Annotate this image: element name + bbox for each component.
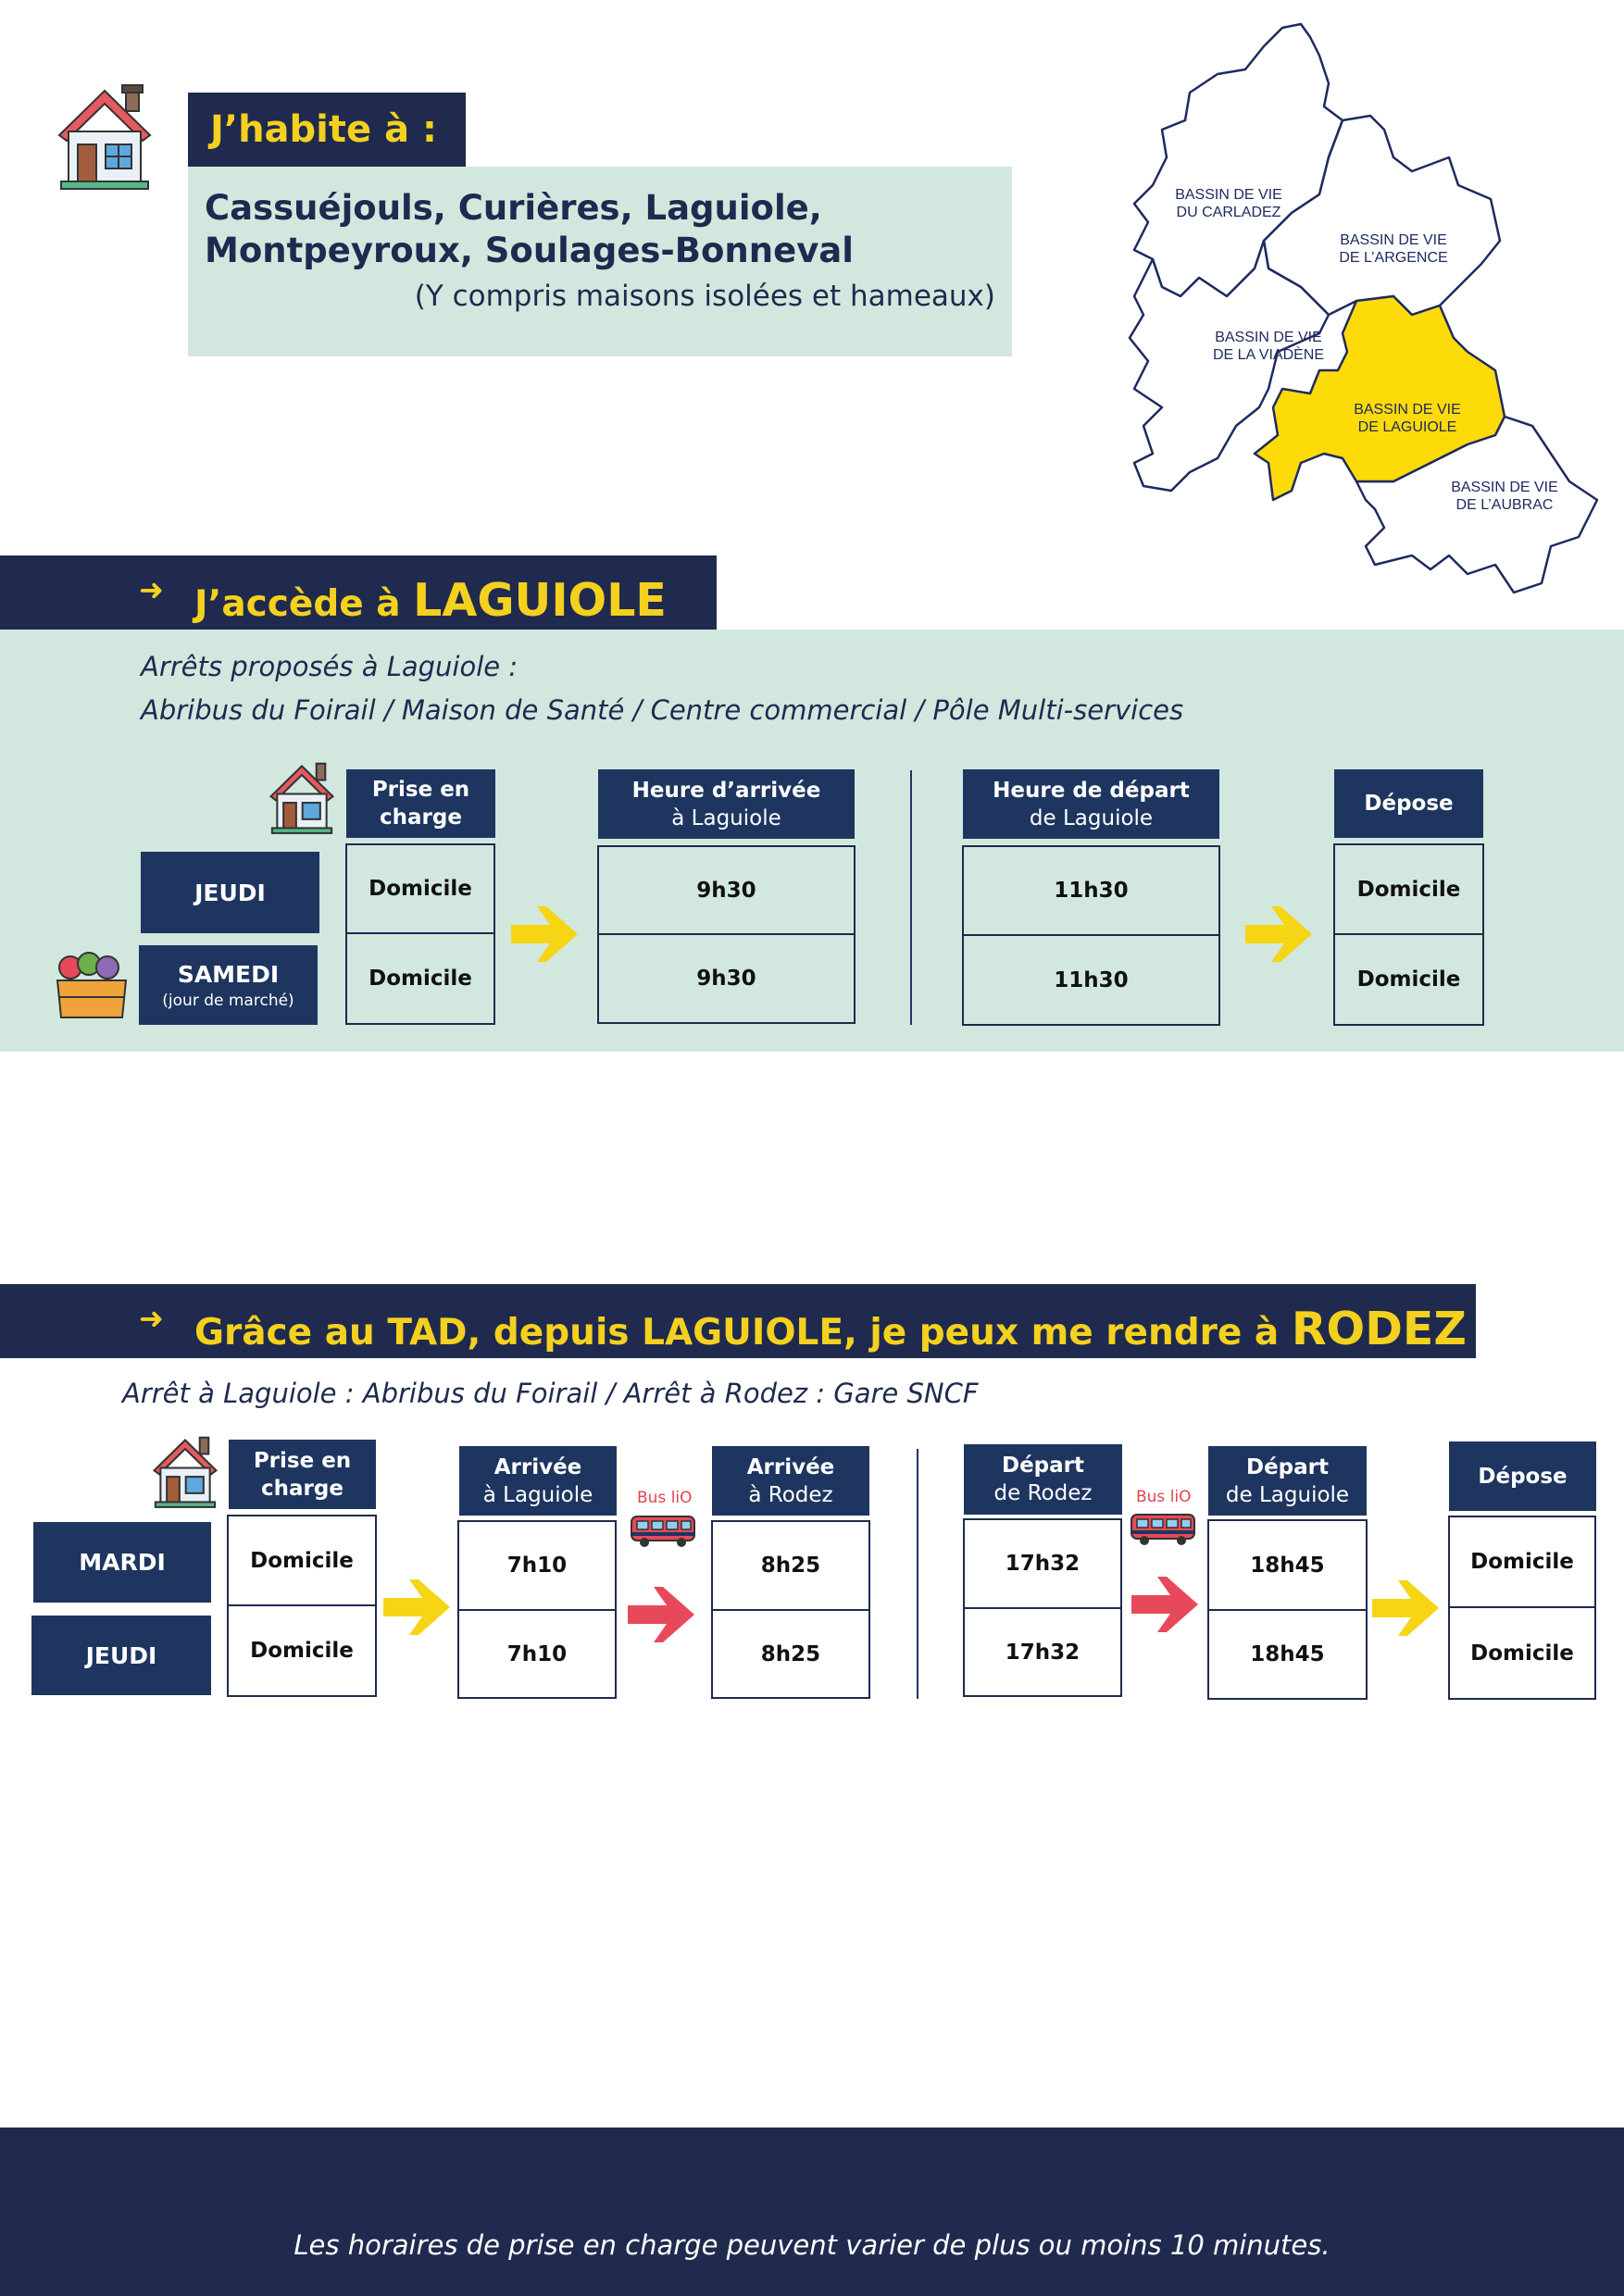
- map-label-viadene-2: DE LA VIADÈNE: [1212, 347, 1325, 363]
- arrow-right-icon: [1370, 1577, 1441, 1643]
- bus-label: Bus liO: [1136, 1488, 1192, 1506]
- section2-stops: Arrêt à Laguiole : Abribus du Foirail / Arrêt à Rodez : Gare SNCF: [122, 1378, 979, 1409]
- table-cell: 18h45: [1250, 1642, 1325, 1666]
- header-heure-depart: Heure de départ de Laguiole: [963, 769, 1219, 839]
- column-arrivee-rodez: [711, 1520, 870, 1699]
- day-label-jeudi: JEUDI: [141, 852, 319, 933]
- header-depart-laguiole: Départ de Laguiole: [1208, 1446, 1367, 1516]
- table-cell: 7h10: [459, 1522, 615, 1611]
- hameaux-note: (Y compris maisons isolées et hameaux): [414, 280, 995, 313]
- column-prise: [345, 843, 495, 1025]
- column-arrivee: [597, 845, 856, 1024]
- habite-label: J’habite à :: [188, 93, 466, 167]
- arrow-right-icon: [381, 1576, 452, 1642]
- stops-list: Abribus du Foirail / Maison de Santé / Centre commercial / Pôle Multi-services: [141, 694, 1184, 726]
- table-cell: Domicile: [347, 845, 493, 934]
- map-label-laguiole-1: BASSIN DE VIE: [1354, 402, 1461, 418]
- day-label-mardi: MARDI: [33, 1522, 211, 1603]
- column-arrivee-laguiole: [457, 1520, 617, 1699]
- map-label-carladez-2: DU CARLADEZ: [1176, 205, 1281, 220]
- table-cell: 7h10: [506, 1641, 568, 1666]
- column-prise: [227, 1515, 377, 1697]
- arrow-right-icon: ➜: [139, 572, 164, 607]
- table-cell: 17h32: [965, 1520, 1120, 1609]
- arrow-right-icon: [626, 1583, 696, 1650]
- house-icon: [267, 761, 337, 837]
- table-cell: 17h32: [1005, 1640, 1081, 1665]
- header-arrivee-laguiole: Arrivée à Laguiole: [459, 1446, 617, 1516]
- table-cell: 11h30: [1054, 967, 1129, 992]
- column-depart-rodez: [963, 1518, 1122, 1697]
- region-map: [1116, 19, 1616, 602]
- table-cell: Domicile: [1356, 967, 1461, 992]
- arrow-right-icon: [1130, 1573, 1200, 1640]
- table-cell: Domicile: [1470, 1641, 1574, 1666]
- table-cell: 8h25: [760, 1641, 821, 1666]
- divider: [917, 1449, 918, 1699]
- arrow-right-icon: [509, 903, 580, 969]
- table-cell: Domicile: [229, 1516, 375, 1606]
- column-depose: [1333, 843, 1484, 1026]
- column-depose: [1448, 1516, 1596, 1700]
- communes-text: Cassuéjouls, Curières, Laguiole, Montpeyroux, Soulages-Bonneval: [205, 188, 854, 270]
- map-label-aubrac-2: DE L’AUBRAC: [1455, 497, 1554, 513]
- header-heure-arrivee: Heure d’arrivée à Laguiole: [598, 769, 855, 839]
- section1-band: [0, 555, 717, 630]
- table-cell: Domicile: [250, 1639, 354, 1663]
- bus-icon: [1130, 1511, 1196, 1548]
- map-label-laguiole-2: DE LAGUIOLE: [1357, 419, 1457, 435]
- header-prise-en-charge: Prise en charge: [346, 769, 495, 838]
- map-label-argence-2: DE L’ARGENCE: [1339, 250, 1448, 266]
- table-cell: 11h30: [964, 847, 1218, 936]
- day-label-samedi: SAMEDI (jour de marché): [139, 945, 318, 1025]
- map-label-aubrac-1: BASSIN DE VIE: [1451, 480, 1558, 495]
- header-depose: Dépose: [1334, 769, 1483, 838]
- house-icon-top: [54, 83, 156, 194]
- section2-band: [0, 1284, 1476, 1358]
- header-arrivee-rodez: Arrivée à Rodez: [712, 1446, 869, 1516]
- house-icon: [150, 1435, 220, 1511]
- section2-table: [0, 1435, 1624, 1713]
- table-cell: 9h30: [599, 847, 854, 935]
- section1-title: J’accède à LAGUIOLE: [194, 574, 667, 627]
- table-cell: 8h25: [713, 1522, 868, 1611]
- footer: [0, 2128, 1624, 2296]
- table-cell: Domicile: [1335, 845, 1482, 935]
- table-cell: 18h45: [1209, 1521, 1366, 1611]
- map-label-viadene-1: BASSIN DE VIE: [1215, 330, 1322, 345]
- header-prise-en-charge: Prise en charge: [229, 1440, 376, 1509]
- divider: [910, 770, 912, 1025]
- day-label-jeudi: JEUDI: [31, 1616, 211, 1695]
- table-cell: Domicile: [369, 967, 472, 991]
- bus-label: Bus liO: [637, 1489, 693, 1507]
- bus-icon: [630, 1513, 696, 1550]
- column-depart-laguiole: [1207, 1519, 1368, 1700]
- vegetable-crate-icon: [52, 949, 131, 1023]
- arrow-right-icon: [1243, 903, 1314, 969]
- table-cell: Domicile: [1450, 1517, 1594, 1608]
- arrow-right-icon: ➜: [139, 1301, 164, 1336]
- table-cell: 9h30: [696, 967, 756, 991]
- column-depart: [962, 845, 1220, 1026]
- section1-panel: [0, 630, 1624, 1052]
- header-depose: Dépose: [1449, 1441, 1596, 1511]
- map-label-carladez-1: BASSIN DE VIE: [1175, 187, 1282, 203]
- map-label-argence-1: BASSIN DE VIE: [1340, 232, 1447, 248]
- section2-title: Grâce au TAD, depuis LAGUIOLE, je peux me rendre à RODEZ: [194, 1303, 1467, 1355]
- footer-note: Les horaires de prise en charge peuvent varier de plus ou moins 10 minutes.: [294, 2229, 1330, 2261]
- header-depart-rodez: Départ de Rodez: [964, 1444, 1122, 1515]
- communes-box: [188, 167, 1012, 356]
- stops-intro: Arrêts proposés à Laguiole :: [141, 651, 518, 682]
